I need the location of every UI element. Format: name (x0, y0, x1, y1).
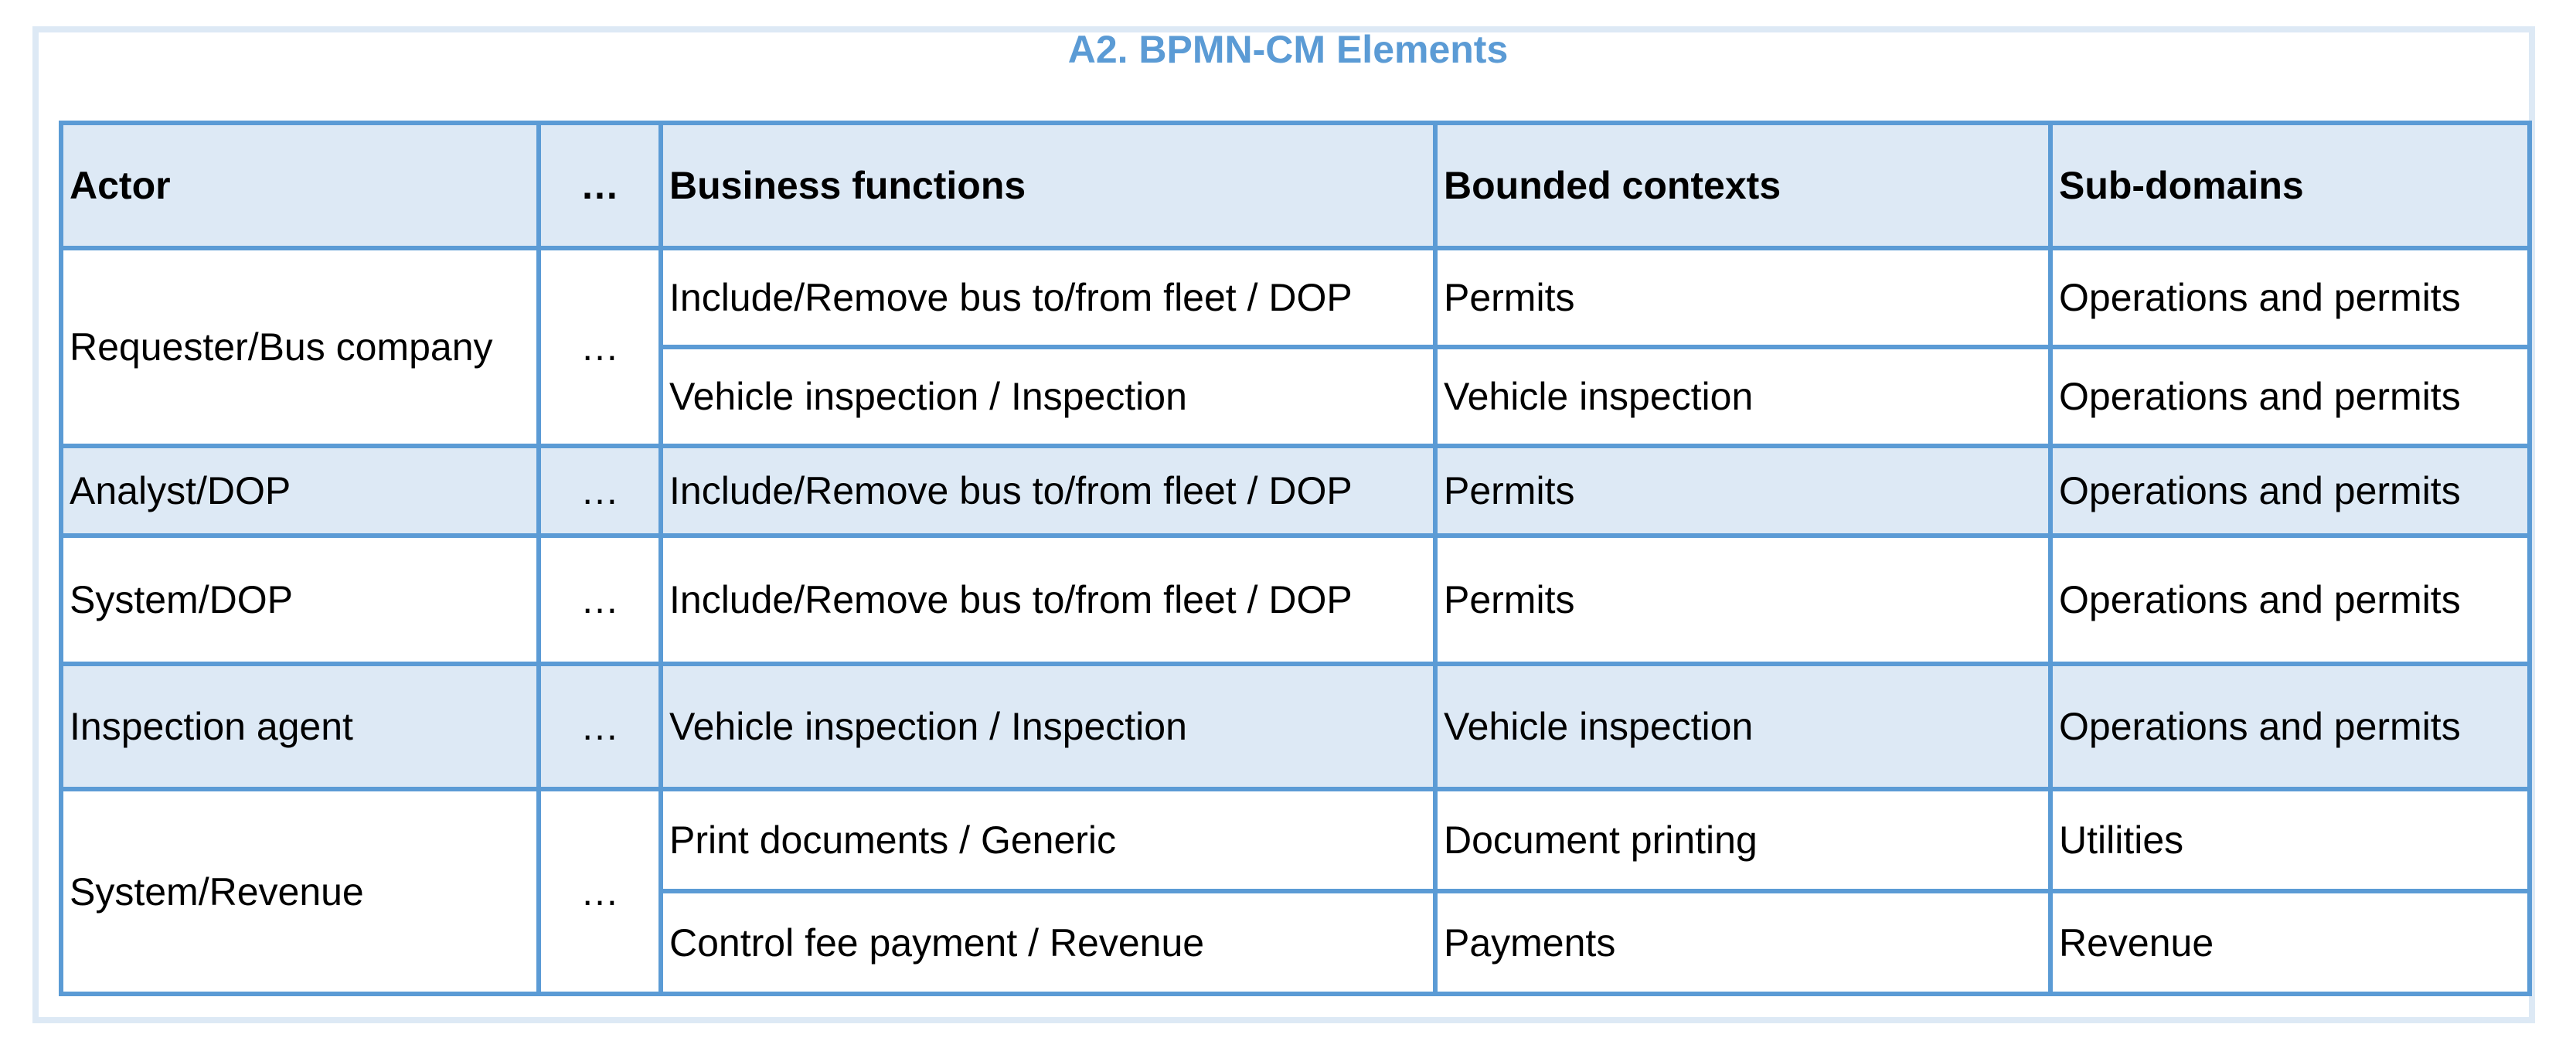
bounded-context-cell: Permits (1435, 536, 2050, 664)
bpmn-cm-elements-table (59, 121, 2532, 996)
page-title: A2. BPMN-CM Elements (1067, 28, 1509, 71)
actor-cell: System/Revenue (61, 789, 539, 994)
header-ellipsis: … (539, 123, 661, 248)
table-row (61, 789, 2530, 891)
table-header-row (61, 123, 2530, 248)
ellipsis-cell: … (539, 664, 661, 789)
bounded-context-cell: Permits (1435, 248, 2050, 347)
business-function-cell: Vehicle inspection / Inspection (661, 664, 1435, 789)
header-business-functions: Business functions (661, 123, 1435, 248)
header-bounded-contexts: Bounded contexts (1435, 123, 2050, 248)
business-function-cell: Include/Remove bus to/from fleet / DOP (661, 248, 1435, 347)
ellipsis-cell: … (539, 248, 661, 446)
business-function-cell: Include/Remove bus to/from fleet / DOP (661, 446, 1435, 536)
bounded-context-cell: Vehicle inspection (1435, 347, 2050, 446)
ellipsis-cell: … (539, 446, 661, 536)
business-function-cell: Print documents / Generic (661, 789, 1435, 891)
actor-cell: Inspection agent (61, 664, 539, 789)
header-actor: Actor (61, 123, 539, 248)
sub-domain-cell: Operations and permits (2050, 664, 2530, 789)
actor-cell: Analyst/DOP (61, 446, 539, 536)
bounded-context-cell: Permits (1435, 446, 2050, 536)
ellipsis-cell: … (539, 536, 661, 664)
sub-domain-cell: Revenue (2050, 891, 2530, 994)
header-sub-domains: Sub-domains (2050, 123, 2530, 248)
bounded-context-cell: Payments (1435, 891, 2050, 994)
table-row (61, 536, 2530, 664)
business-function-cell: Include/Remove bus to/from fleet / DOP (661, 536, 1435, 664)
actor-cell: System/DOP (61, 536, 539, 664)
actor-cell: Requester/Bus company (61, 248, 539, 446)
table-row (61, 248, 2530, 347)
sub-domain-cell: Utilities (2050, 789, 2530, 891)
bounded-context-cell: Vehicle inspection (1435, 664, 2050, 789)
business-function-cell: Vehicle inspection / Inspection (661, 347, 1435, 446)
table-row (61, 664, 2530, 789)
table-row (61, 446, 2530, 536)
bounded-context-cell: Document printing (1435, 789, 2050, 891)
ellipsis-cell: … (539, 789, 661, 994)
sub-domain-cell: Operations and permits (2050, 536, 2530, 664)
sub-domain-cell: Operations and permits (2050, 248, 2530, 347)
sub-domain-cell: Operations and permits (2050, 347, 2530, 446)
business-function-cell: Control fee payment / Revenue (661, 891, 1435, 994)
sub-domain-cell: Operations and permits (2050, 446, 2530, 536)
